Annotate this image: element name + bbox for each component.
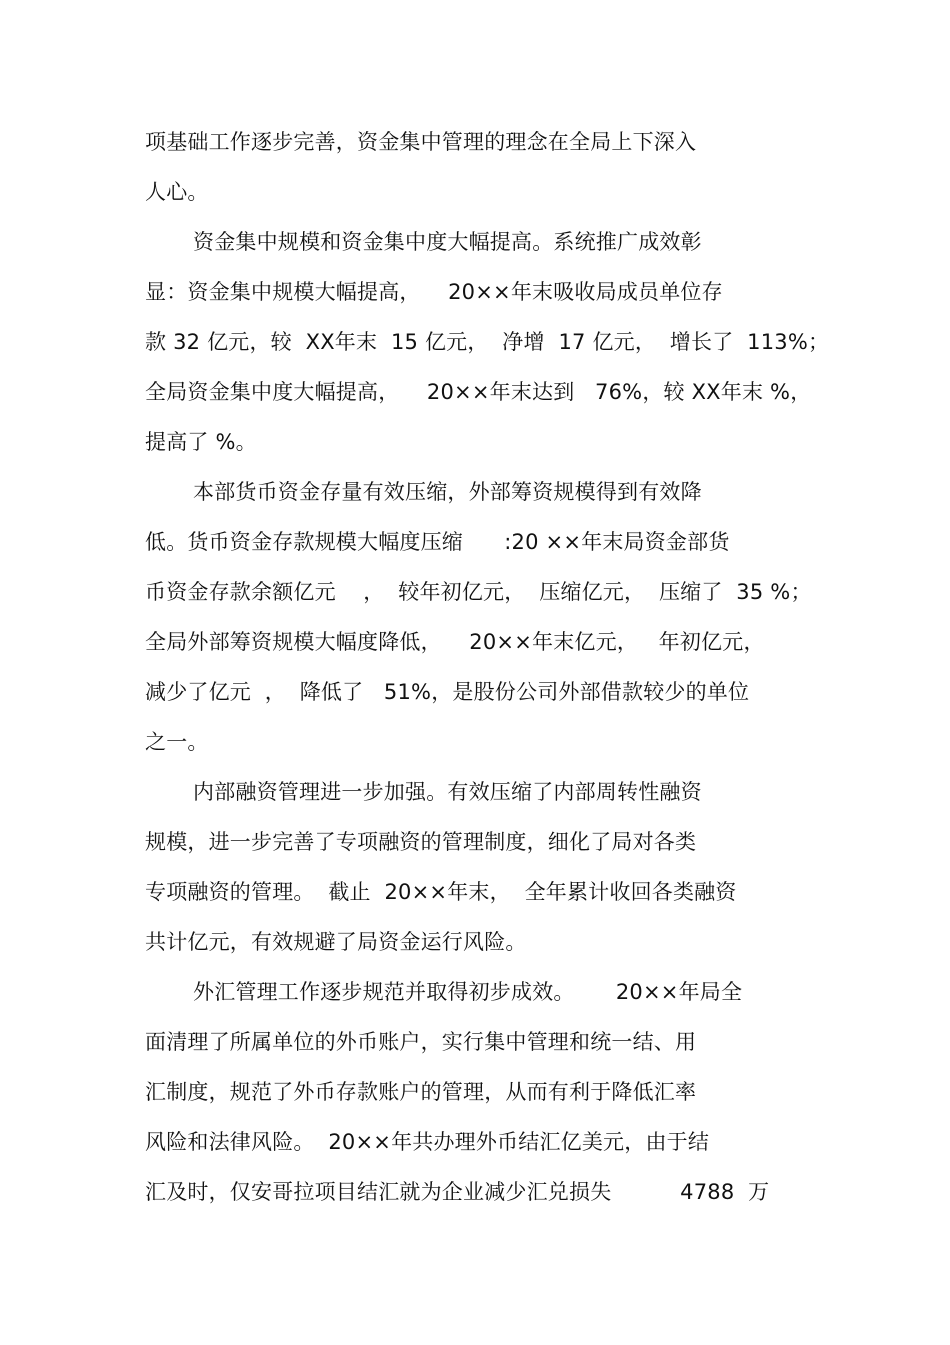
text-line: 规模，进一步完善了专项融资的管理制度，细化了局对各类: [145, 830, 697, 854]
text-line: 之一。: [145, 730, 209, 754]
text-line: 低。货币资金存款规模大幅度压缩 :20 ××年末局资金部货: [145, 530, 730, 554]
text-line: 共计亿元，有效规避了局资金运行风险。: [145, 930, 527, 954]
paragraph-first-line: 外汇管理工作逐步规范并取得初步成效。 20××年局全: [193, 980, 743, 1004]
text-line: 全局外部筹资规模大幅度降低， 20××年末亿元， 年初亿元，: [145, 630, 765, 654]
text-line: 提高了 %。: [145, 430, 257, 454]
paragraph-first-line: 资金集中规模和资金集中度大幅提高。系统推广成效彰: [193, 230, 702, 254]
text-line: 币资金存款余额亿元 ， 较年初亿元， 压缩亿元， 压缩了 35 %；: [145, 580, 812, 604]
text-line: 专项融资的管理。 截止 20××年末， 全年累计收回各类融资: [145, 880, 737, 904]
paragraph-first-line: 本部货币资金存量有效压缩，外部筹资规模得到有效降: [193, 480, 702, 504]
text-line: 显：资金集中规模大幅提高， 20××年末吸收局成员单位存: [145, 280, 723, 304]
text-line: 全局资金集中度大幅提高， 20××年末达到 76%，较 XX年末 %，: [145, 380, 812, 404]
text-line: 减少了亿元 ， 降低了 51%，是股份公司外部借款较少的单位: [145, 680, 750, 704]
text-line: 面清理了所属单位的外币账户，实行集中管理和统一结、用: [145, 1030, 697, 1054]
paragraph-first-line: 内部融资管理进一步加强。有效压缩了内部周转性融资: [193, 780, 702, 804]
text-line: 汇及时，仅安哥拉项目结汇就为企业减少汇兑损失 4788 万: [145, 1180, 770, 1204]
text-line: 款 32 亿元，较 XX年末 15 亿元， 净增 17 亿元， 增长了 113%；: [145, 330, 830, 354]
text-line: 风险和法律风险。 20××年共办理外币结汇亿美元，由于结: [145, 1130, 710, 1154]
text-line: 人心。: [145, 180, 209, 204]
text-line: 项基础工作逐步完善，资金集中管理的理念在全局上下深入: [145, 130, 697, 154]
text-line: 汇制度，规范了外币存款账户的管理，从而有利于降低汇率: [145, 1080, 697, 1104]
